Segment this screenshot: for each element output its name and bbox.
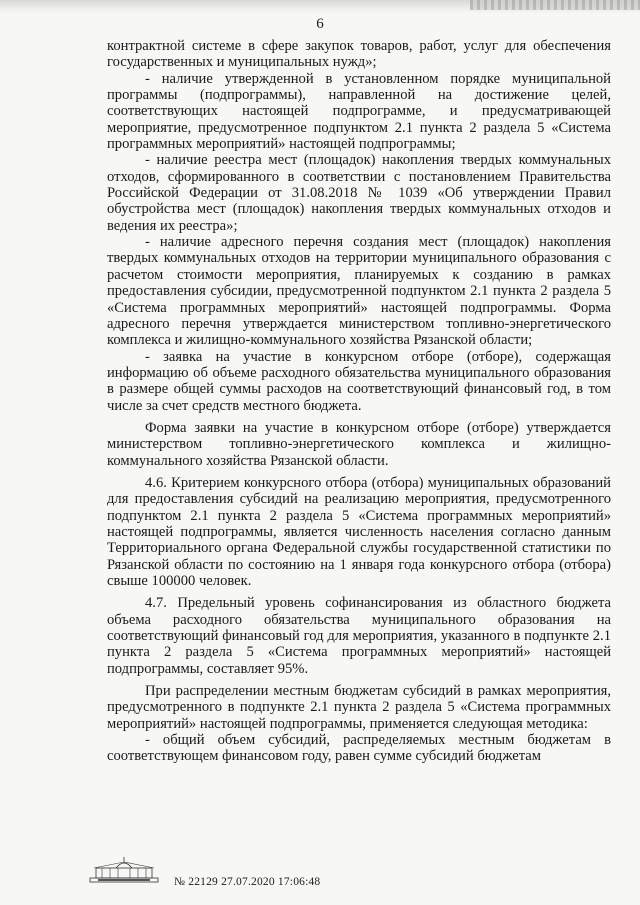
building-emblem-icon [88,856,160,884]
page-footer [88,856,508,892]
paragraph: контрактной системе в сфере закупок товаров, работ, услуг для обеспечения государственных и муниципальных нужд»; [107,38,611,71]
list-item: - наличие адресного перечня создания мест (площадок) накопления твердых коммунальных отходов на территории муниципального образования с расчетом стоимости мероприятия, планируемых к созданию в рамках предоставления субсидии, предусмотренной подпунктом 2.1 пункта 2 раздела 5 «Система программных мероприятий» настоящей подпрограммы. Форма адресного перечня утверждается министерством топливно-энергетического комплекса и жилищно-коммунального хозяйства Рязанской области; [107,234,611,349]
paragraph: При распределении местным бюджетам субсидий в рамках мероприятия, предусмотренного в подпункте 2.1 пункта 2 раздела 5 «Система программных мероприятий» настоящей подпрограммы, применяется следующая методика: [107,683,611,732]
paragraph-section-4-6: 4.6. Критерием конкурсного отбора (отбора) муниципальных образований для предоставления субсидий на реализацию мероприятия, предусмотренного подпунктом 2.1 пункта 2 раздела 5 «Система программных мероприятий» настоящей подпрограммы, является численность населения согласно данным Территориального органа Федеральной службы государственной статистики по Рязанской области по состоянию на 1 января года конкурсного отбора (отбора) свыше 100000 человек. [107,474,611,589]
document-registration-mark: № 22129 27.07.2020 17:06:48 [174,876,321,888]
document-body [107,38,611,765]
list-item: - наличие реестра мест (площадок) накопления твердых коммунальных отходов, сформированного в соответствии с постановлением Правительства Российской Федерации от 31.08.2018 № 1039 «Об утверждении Правил обустройства мест (площадок) накопления твердых коммунальных отходов и ведения их реестра»; [107,152,611,234]
list-item: - общий объем субсидий, распределяемых местным бюджетам в соответствующем финансовом году, равен сумме субсидий бюджетам [107,732,611,765]
scan-edge-artifact [470,0,640,10]
paragraph: Форма заявки на участие в конкурсном отборе (отборе) утверждается министерством топливно-энергетического комплекса и жилищно-коммунального хозяйства Рязанской области. [107,419,611,469]
list-item: - наличие утвержденной в установленном порядке муниципальной программы (подпрограммы), направленной на достижение целей, соответствующих настоящей подпрограмме, и предусматривающей мероприятие, предусмотренное подпунктом 2.1 пункта 2 раздела 5 «Система программных мероприятий» настоящей подпрограммы; [107,70,611,153]
paragraph-section-4-7: 4.7. Предельный уровень софинансирования из областного бюджета объема расходного обязательства муниципального образования на соответствующий финансовый год для мероприятия, указанного в подпункте 2.1 пункта 2 раздела 5 «Система программных мероприятий» настоящей подпрограммы, составляет 95%. [107,595,611,677]
page-number: 6 [316,16,324,32]
list-item: - заявка на участие в конкурсном отборе (отборе), содержащая информацию об объеме расходного обязательства муниципального образования в размере общей суммы расходов на соответствующий финансовый год, в том числе за счет средств местного бюджета. [107,348,611,414]
